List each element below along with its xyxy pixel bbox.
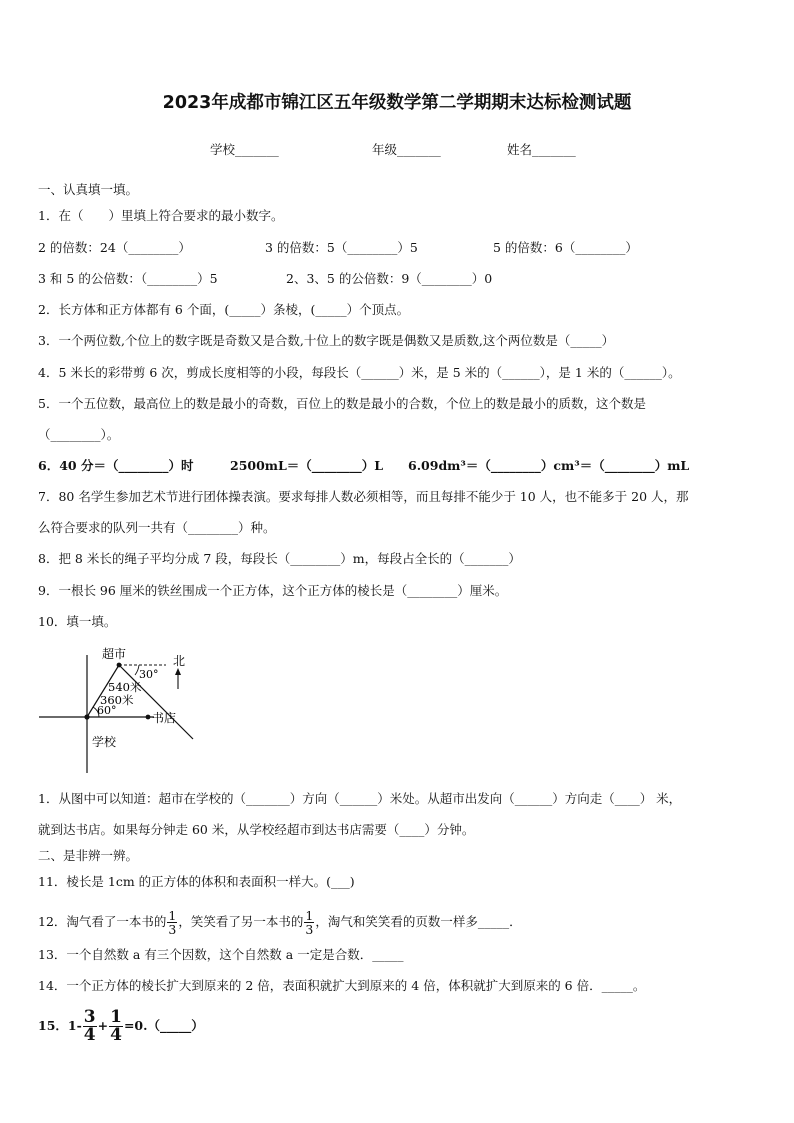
- question-12-text-post: ，淘气和笑笑看的页数一样多_____．: [315, 914, 522, 929]
- fraction-denominator: 3: [168, 922, 177, 937]
- question-8: 8．把 8 米长的绳子平均分成 7 段，每段长（________）m，每段占全长的（_______）: [38, 551, 521, 566]
- question-1-item-a: 2 的倍数：24（________）: [38, 240, 191, 255]
- question-1-item-d: 3 和 5 的公倍数：（________）5: [38, 271, 218, 286]
- question-6-item-a: 6．40 分＝（________）时: [38, 458, 194, 473]
- section-1-heading: 一、认真填一填。: [38, 182, 139, 197]
- question-7-line-2: 么符合要求的队列一共有（________）种。: [38, 520, 276, 535]
- fraction-one-third-a: [167, 909, 177, 936]
- question-15-text-post: =0.（_____）: [123, 1018, 204, 1033]
- label-distance-360: 360米: [100, 693, 134, 707]
- question-15-text-pre: 15．1-: [38, 1018, 82, 1033]
- question-11: 11．棱长是 1cm 的正方体的体积和表面积一样大。(___): [38, 874, 355, 889]
- question-14: 14．一个正方体的棱长扩大到原来的 2 倍，表面积就扩大到原来的 4 倍，体积就扩大到原来的 6 倍．_____。: [38, 978, 646, 993]
- supermarket-point: [117, 663, 122, 668]
- question-1-intro: 1．在（ ）里填上符合要求的最小数字。: [38, 208, 284, 223]
- question-3: 3．一个两位数,个位上的数字既是奇数又是合数,十位上的数字既是偶数又是质数,这个两位数是（_____）: [38, 333, 615, 348]
- name-field[interactable]: 姓名_______: [507, 142, 576, 157]
- fraction-denominator: 4: [110, 1025, 122, 1045]
- fraction-denominator: 3: [305, 922, 314, 937]
- question-1-item-b: 3 的倍数：5（________）5: [265, 240, 418, 255]
- question-5-line-1: 5．一个五位数，最高位上的数是最小的奇数，百位上的数是最小的合数，个位上的数是最小的质数，这个数是: [38, 396, 646, 411]
- label-angle-30: 30°: [139, 668, 159, 681]
- fraction-numerator: 1: [168, 908, 177, 923]
- school-field[interactable]: 学校_______: [210, 142, 279, 157]
- question-9: 9．一根长 96 厘米的铁丝围成一个正方体，这个正方体的棱长是（________）厘米。: [38, 583, 508, 598]
- label-school: 学校: [92, 735, 117, 749]
- page-title: 2023年成都市锦江区五年级数学第二学期期末达标检测试题: [162, 93, 632, 113]
- label-distance-540: 540米: [108, 680, 142, 694]
- plus-sign: +: [97, 1018, 109, 1033]
- fraction-numerator: 3: [83, 1007, 96, 1027]
- question-12-text-mid: ，笑笑看了另一本书的: [178, 914, 304, 929]
- fraction-one-quarter: [109, 1009, 123, 1044]
- label-angle-60: 60°: [97, 704, 117, 717]
- question-1-item-e: 2、3、5 的公倍数：9（________）0: [286, 271, 493, 286]
- fraction-numerator: 1: [305, 908, 314, 923]
- question-10-sub-line-1: 1．从图中可以知道：超市在学校的（_______）方向（______）米处。从超市出发向（______）方向走（____） 米，: [38, 791, 682, 806]
- question-2: 2．长方体和正方体都有 6 个面，(_____）条棱，(_____）个顶点。: [38, 302, 410, 317]
- question-10-sub-line-2: 就到达书店。如果每分钟走 60 米，从学校经超市到达书店需要（____）分钟。: [38, 822, 475, 837]
- north-arrow-icon: [175, 668, 181, 675]
- question-1-item-c: 5 的倍数：6（________）: [493, 240, 638, 255]
- fraction-three-quarters: [83, 1009, 97, 1044]
- question-6-item-b: 2500mL＝（________）L: [230, 458, 384, 473]
- section-2-heading: 二、是非辨一辨。: [38, 848, 139, 863]
- fraction-one-third-b: [304, 909, 314, 936]
- fraction-denominator: 4: [83, 1025, 96, 1045]
- question-6-item-c: 6.09dm³＝（________）cm³＝（________）mL: [408, 458, 690, 473]
- direction-map-diagram: [36, 643, 206, 778]
- question-15: [38, 1008, 204, 1044]
- label-bookstore: 书店: [152, 711, 177, 725]
- question-5-line-2: （________）。: [38, 427, 120, 442]
- grade-field[interactable]: 年级_______: [372, 142, 441, 157]
- question-13: 13．一个自然数 a 有三个因数，这个自然数 a 一定是合数．_____: [38, 947, 404, 962]
- school-point: [84, 714, 89, 719]
- question-12: [38, 908, 522, 936]
- question-4: 4．5 米长的彩带剪 6 次，剪成长度相等的小段，每段长（______）米，是 5 米的（______），是 1 米的（______）。: [38, 365, 681, 380]
- question-10: 10．填一填。: [38, 614, 117, 629]
- question-7-line-1: 7．80 名学生参加艺术节进行团体操表演。要求每排人数必须相等，而且每排不能少于 10 人，也不能多于 20 人，那: [38, 489, 689, 504]
- fraction-numerator: 1: [110, 1007, 122, 1027]
- question-12-text-pre: 12．淘气看了一本书的: [38, 914, 167, 929]
- label-north: 北: [173, 654, 186, 668]
- label-supermarket: 超市: [102, 647, 127, 661]
- bookstore-point: [146, 715, 151, 720]
